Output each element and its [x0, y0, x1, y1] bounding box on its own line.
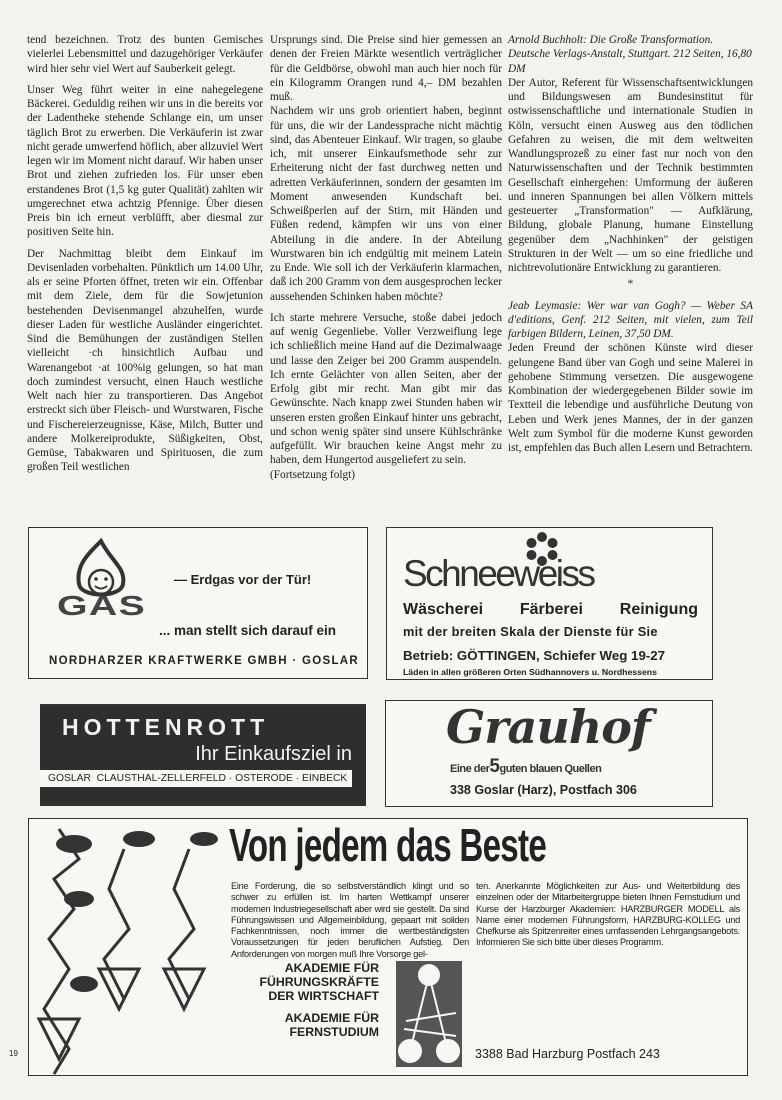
article-column-1	[27, 33, 263, 482]
slogan: Eine der	[450, 763, 490, 775]
ad-tagline: Ihr Einkaufsziel in	[195, 743, 352, 765]
book-reviews-column	[508, 33, 753, 462]
ad-grauhof	[385, 700, 713, 807]
gas-logo-text: GAS	[57, 590, 147, 621]
decorative-figures-icon	[29, 819, 227, 1075]
ad-address: Betrieb: GÖTTINGEN, Schiefer Weg 19-27	[403, 648, 666, 663]
slogan: guten blauen Quellen	[499, 763, 602, 775]
ad-headline: Von jedem das Beste	[229, 819, 547, 871]
paragraph: Unser Weg führt weiter in eine nahegelegene Bäckerei. Geduldig reihen wir uns in die bereits vor der Ladentheke stehende Schlange ein, um unser täglich Brot zu erwerben. Die Verkäuferin ist zwar nicht gerade umwerfend höflich, aber allzuviel Wert legen wir im Moment nicht darauf. Wir haben unser Brot und ziehen zufrieden los. Für unser eben erstandenes Brot (1,5 kg guter Qualität) zahlten wir umgerechnet etwa achtzig Pfennige. Über diesen Preis bin ich erneut verblüfft, aber diesmal zur positiven Seite hin.	[27, 83, 263, 239]
slogan-number: 5	[489, 756, 500, 777]
ad-hottenrott	[40, 704, 366, 806]
academy-logo-icon	[396, 961, 462, 1067]
service: Wäscherei	[403, 601, 484, 618]
page-number: 19	[9, 1049, 18, 1058]
service: Färberei	[519, 601, 583, 618]
ad-address: 3388 Bad Harzburg Postfach 243	[475, 1047, 660, 1061]
hottenrott-logo: HOTTENROTT	[62, 714, 270, 740]
article-column-2	[270, 33, 502, 489]
ad-tagline: mit der breiten Skala der Dienste für Sie	[403, 624, 658, 639]
ad-schneeweiss	[386, 527, 713, 680]
review-body: Der Autor, Referent für Wissenschaftsentwicklungen und Bildungswesen am Bundesinstitut für ostwissenschaftliche und internationale Studien in Köln, versucht einen Ausweg aus den tödlichen Gefahren zu weisen, die mit dem weltweiten Wandlungsprozeß zu einer fast nur noch von den Naturwissenschaften und der Technik bestimmten Gesellschaft einhergehen: Umformung der äußeren und inneren Spannungen bei allen Völkern mittels gesteuerter „Transformation" — Aufklärung, Bildung, globale Planung, humane Einstellung gegenüber dem „Nachhinken" der geistigen Strukturen in der Welt — um so eine friedliche und nichtrevolutionäre Entwicklung zu garantieren.	[508, 76, 753, 274]
paragraph: tend bezeichnen. Trotz des bunten Gemisches vielerlei Lebensmittel und dazugehöriger Verkäufer wird hier sehr viel Wert auf Sauberkeit gelegt.	[27, 34, 263, 75]
ad-text: Eine Forderung, die so selbstverständlich klingt und so schwer zu erfüllen ist. Im harten Wettkampf unserer modernen Industriegesellschaft aber wird sie gestellt. Da sind Führungswissen und Allgemeinbildung, gepaart mit soliden Fachkenntnissen, noch immer die wertbeständigsten Voraussetzungen für jeden beruflichen Aufstieg. Den Anforderungen von morgen muß Ihre Vorsorge gel-	[231, 881, 469, 959]
ad-shops: Läden in allen größeren Orten Südhannovers u. Nordhessens	[403, 667, 657, 677]
separator: *	[627, 278, 634, 291]
ad-cities: GOSLAR CLAUSTHAL-ZELLERFELD · OSTERODE · EINBECK	[40, 770, 352, 787]
ad-slogan: ... man stellt sich darauf ein	[159, 623, 337, 638]
review-title: Arnold Buchholt: Die Große Transformation. Deutsche Verlags-Anstalt, Stuttgart. 212 Seiten, 16,80 DM	[508, 34, 752, 75]
paragraph: Nachdem wir uns grob orientiert haben, beginnt für uns, die wir der Landessprache nicht mächtig sind, das Abenteuer Einkauf. Wir tragen, so glaube ich, mit unserer Einkaufsmethode sehr zur Erheiterung nicht der fast durchweg netten und adretten Verkäuferinnen, sondern der gesamten im Moment anwesenden Kundschaft bei. Schweißperlen auf der Stirn, mit Händen und Füßen redend, kämpfen wir uns von einer Abteilung in die andere. In der Abteilung Wurstwaren bin ich endgültig mit meinem Latein zu Ende. Wie soll ich der Verkäuferin klarmachen, daß ich 200 Gramm von dem ausgesprochen lecker aussehenden Schinken haben möchte?	[270, 105, 502, 303]
ad-erdgas	[28, 527, 368, 679]
ad-text: ten. Anerkannte Möglichkeiten zur Aus- und Weiterbildung des einzelnen oder der Mitarbeitergruppe bieten Ihnen Fernstudium und Kurse der Harzburger Akademien: HARZBURGER MODELL als Name einer modernen Führungsform, HARZBURG-KOLLEG und Chefkurse als Spitzenreiter eines umfassenden Lehrgangsangebots. Informieren Sie sich bitte über dieses Programm.	[476, 881, 740, 948]
ad-company: NORDHARZER KRAFTWERKE GMBH · GOSLAR	[49, 655, 359, 667]
paragraph: Ich starte mehrere Versuche, stoße dabei jedoch auf wenig Gegenliebe. Voller Verzweiflung lege ich schließlich meine Hand auf die Dezimalwaage und lasse den Zeiger bei 200 Gramm auspendeln. Ich ernte Gelächter von allen Seiten, aber der Erfolg gibt mir recht. Man gibt mir das Gewünschte. Nach knapp zwei Stunden haben wir unseren ersten großen Einkauf hinter uns gebracht, und schon wenig später sind unsere Kühlschränke aufgefüllt. Wir brauchen keine Angst mehr zu haben, dem Hungertod ausgeliefert zu sein.	[270, 311, 502, 467]
review-title: Jeab Leymasie: Wer war van Gogh? — Weber SA d'editions, Genf. 212 Seiten, mit vielen, zum Teil farbigen Bildern, Leinen, 37,50 DM.	[508, 299, 753, 340]
service: Reinigung	[619, 601, 698, 618]
schneeweiss-logo: Schneeweiss	[403, 553, 594, 594]
paragraph: Der Nachmittag bleibt dem Einkauf im Devisenladen vorbehalten. Pünktlich um 14.00 Uhr, als er seine Pforten öffnet, treten wir ein. Offenbar mit dem Ziele, dem für die Sowjetunion bestehenden Devisenmangel abzuhelfen, wurde dieser Laden für westliche Ausländer eingerichtet. Sind die Bemühungen der zuständigen Stellen vielleicht ·ch hinsichtlich Aufbau und Warenangebot ·at 100%ig gelungen, so hat man doch zumindest versucht, einen Hauch westliche Welt nach hier zu transportieren. Das Angebot erstreckt sich über Fleisch- und Wurstwaren, Fische und Fischereierzeugnisse, Käse, Milch, Butter und andere Molkereiprodukte, Süßigkeiten, Obst, Gemüse, Tabakwaren und Spirituosen, die zum großen Teil westlichen	[27, 247, 263, 474]
ad-slogan: — Erdgas vor der Tür!	[174, 572, 312, 587]
paragraph: Ursprungs sind. Die Preise sind hier gemessen an denen der Freien Märkte wesentlich verträglicher für die Geldbörse, obwohl man auch hier noch für ein Kilogramm Orangen rund 4,– DM bezahlen muß.	[270, 34, 502, 103]
academy-name: AKADEMIE FÜR FERNSTUDIUM	[284, 1011, 379, 1039]
continuation-note: (Fortsetzung folgt)	[270, 468, 356, 481]
review-body: Jeden Freund der schönen Künste wird dieser gelungene Band über van Gogh und seine Malerei in gehobene Stimmung versetzen. Die ausgewogene Kombination der wiedergegebenen Bilder sowie im Textteil die lebendige und ausführliche Deutung von Leben und Werk jenes Mannes, der in der ganzen Welt zum Symbol für die moderne Kunst geworden ist, empfehlen das Buch allen Lesern und Betrachtern.	[508, 342, 753, 454]
ad-akademie	[28, 818, 748, 1076]
ad-address: 338 Goslar (Harz), Postfach 306	[450, 783, 637, 797]
academy-name: AKADEMIE FÜR FÜHRUNGSKRÄFTE DER WIRTSCHAFT	[259, 961, 379, 1003]
grauhof-logo: Grauhof	[446, 700, 650, 754]
